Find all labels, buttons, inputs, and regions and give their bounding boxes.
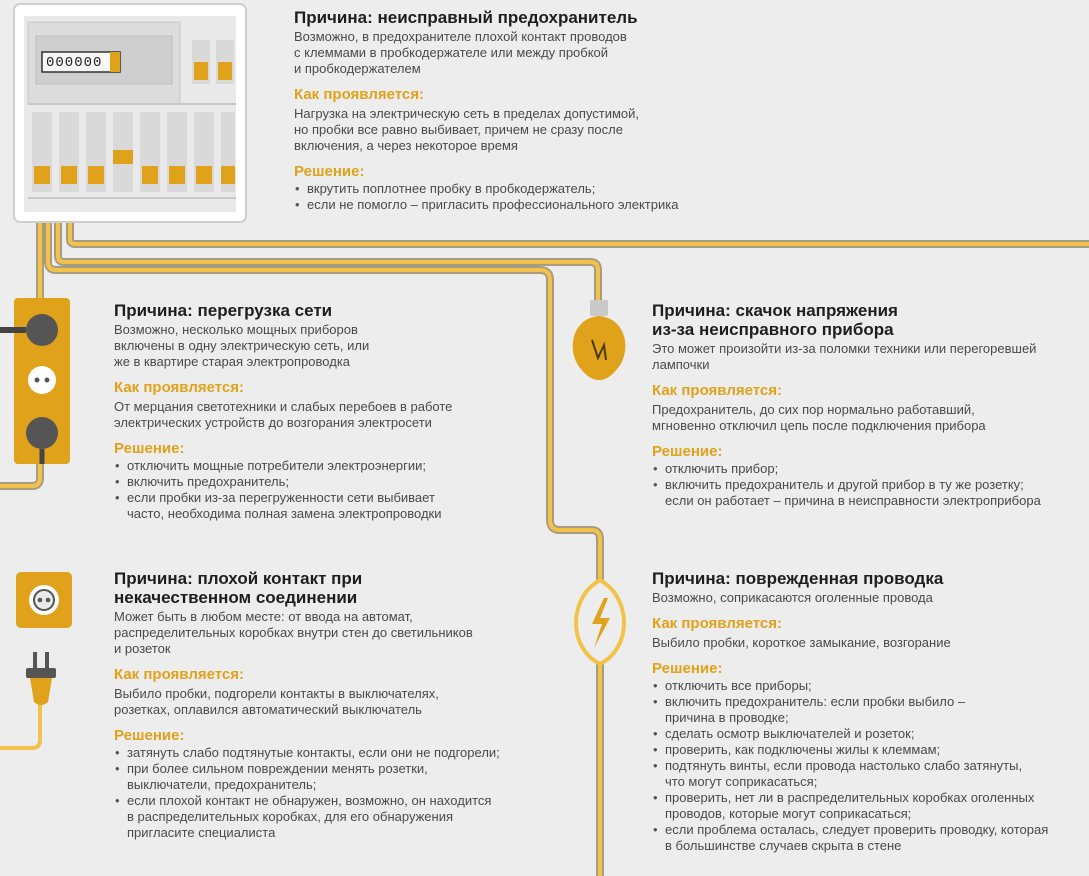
list-item: • включить предохранитель: если пробки выбило – причина в проводке;: [652, 694, 1088, 726]
solution-heading: Решение:: [652, 443, 723, 460]
meter-last-digit: 5: [102, 55, 112, 71]
symptom-line: Нагрузка на электрическую сеть в пределах допустимой,: [294, 106, 640, 121]
list-item: • отключить прибор;: [652, 461, 1088, 477]
solution-list: [114, 458, 534, 522]
card-title: [652, 569, 1088, 588]
desc-line: и пробкодержателем: [294, 61, 421, 76]
solution-list: [652, 678, 1088, 854]
card-description: [652, 590, 1088, 606]
title-line: некачественном соединении: [114, 588, 358, 607]
symptom-line: электрических устройств до возгорания электросети: [114, 415, 432, 430]
desc-line: лампочки: [652, 357, 710, 372]
desc-line: включены в одну электрическую сеть, или: [114, 338, 370, 353]
card-description: [114, 609, 544, 657]
symptoms-text: [652, 635, 1088, 651]
desc-line: и розеток: [114, 641, 171, 656]
card-voltage-surge: [652, 301, 1088, 509]
solution-list: [114, 745, 544, 841]
list-item: • включить предохранитель и другой прибор в ту же розетку; если он работает – причина в неисправности электроприбора: [652, 477, 1088, 509]
list-item: • затянуть слабо подтянутые контакты, если они не подгорели;: [114, 745, 544, 761]
title-line: Причина: поврежденная проводка: [652, 569, 944, 588]
title-line: из-за неисправного прибора: [652, 320, 894, 339]
title-line: Причина: неисправный предохранитель: [294, 8, 638, 27]
power-strip-icon: [0, 298, 70, 464]
card-description: [114, 322, 534, 370]
symptom-line: Выбило пробки, короткое замыкание, возгорание: [652, 635, 951, 650]
title-line: Причина: плохой контакт при: [114, 569, 363, 588]
card-damaged-wiring: [652, 569, 1088, 854]
symptom-line: но пробки все равно выбивает, причем не сразу после: [294, 122, 623, 137]
symptom-line: включения, а через некоторое время: [294, 138, 518, 153]
wall-socket-icon: [16, 572, 72, 628]
symptoms-heading: Как проявляется:: [114, 379, 244, 396]
symptom-line: Предохранитель, до сих пор нормально работавший,: [652, 402, 975, 417]
list-item: • если не помогло – пригласить профессионального электрика: [294, 197, 814, 213]
card-bad-contact: [114, 569, 544, 841]
list-item: • если плохой контакт не обнаружен, возможно, он находится в распределительных коробках, для его обнаружения пригласите специалиста: [114, 793, 544, 841]
desc-line: Возможно, в предохранителе плохой контакт проводов: [294, 29, 627, 44]
title-line: Причина: скачок напряжения: [652, 301, 898, 320]
card-description: [294, 29, 814, 77]
light-bulb-icon: [573, 300, 626, 380]
symptoms-text: [114, 686, 544, 718]
list-item: • вкрутить поплотнее пробку в пробкодержатель;: [294, 181, 814, 197]
desc-line: Это может произойти из-за поломки техники или перегоревшей: [652, 341, 1037, 356]
meter-readout: [46, 55, 112, 71]
card-title: [114, 569, 544, 607]
solution-heading: Решение:: [652, 660, 723, 677]
symptoms-text: [114, 399, 534, 431]
symptoms-heading: Как проявляется:: [294, 86, 424, 103]
symptoms-text: [652, 402, 1088, 434]
list-item: • проверить, нет ли в распределительных коробках оголенных проводов, которые могут соприкасаться;: [652, 790, 1088, 822]
list-item: • если проблема осталась, следует проверить проводку, которая в большинстве случаев скрыта в стене: [652, 822, 1088, 854]
title-line: Причина: перегрузка сети: [114, 301, 333, 320]
symptoms-text: [294, 106, 814, 154]
list-item: • сделать осмотр выключателей и розеток;: [652, 726, 1088, 742]
card-network-overload: [114, 301, 534, 522]
desc-line: Может быть в любом месте: от ввода на автомат,: [114, 609, 413, 624]
solution-heading: Решение:: [114, 440, 185, 457]
card-title: [652, 301, 1088, 339]
symptom-line: От мерцания светотехники и слабых перебоев в работе: [114, 399, 453, 414]
plug-icon: [26, 652, 56, 705]
solution-list: [294, 181, 814, 213]
symptom-line: розетках, оплавился автоматический выключатель: [114, 702, 422, 717]
desc-line: Возможно, соприкасаются оголенные провода: [652, 590, 933, 605]
symptoms-heading: Как проявляется:: [114, 666, 244, 683]
list-item: • при более сильном повреждении менять розетки, выключатели, предохранитель;: [114, 761, 544, 793]
card-faulty-fuse: [294, 8, 814, 213]
meter-digits: 000000: [46, 55, 103, 71]
desc-line: распределительных коробках внутри стен до светильников: [114, 625, 473, 640]
card-title: [294, 8, 814, 27]
list-item: • отключить все приборы;: [652, 678, 1088, 694]
list-item: • подтянуть винты, если провода настолько слабо затянуты, что могут соприкасаться;: [652, 758, 1088, 790]
list-item: • отключить мощные потребители электроэнергии;: [114, 458, 534, 474]
list-item: • если пробки из-за перегруженности сети выбивает часто, необходима полная замена электропроводки: [114, 490, 534, 522]
symptoms-heading: Как проявляется:: [652, 615, 782, 632]
card-description: [652, 341, 1088, 373]
list-item: • проверить, как подключены жилы к клеммам;: [652, 742, 1088, 758]
card-title: [114, 301, 534, 320]
desc-line: с клеммами в пробкодержателе или между пробкой: [294, 45, 609, 60]
symptoms-heading: Как проявляется:: [652, 382, 782, 399]
solution-heading: Решение:: [114, 727, 185, 744]
desc-line: Возможно, несколько мощных приборов: [114, 322, 358, 337]
desc-line: же в квартире старая электропроводка: [114, 354, 351, 369]
damaged-wire-icon: [576, 580, 624, 664]
solution-heading: Решение:: [294, 163, 365, 180]
symptom-line: Выбило пробки, подгорели контакты в выключателях,: [114, 686, 439, 701]
symptom-line: мгновенно отключил цепь после подключения прибора: [652, 418, 986, 433]
solution-list: [652, 461, 1088, 509]
list-item: • включить предохранитель;: [114, 474, 534, 490]
